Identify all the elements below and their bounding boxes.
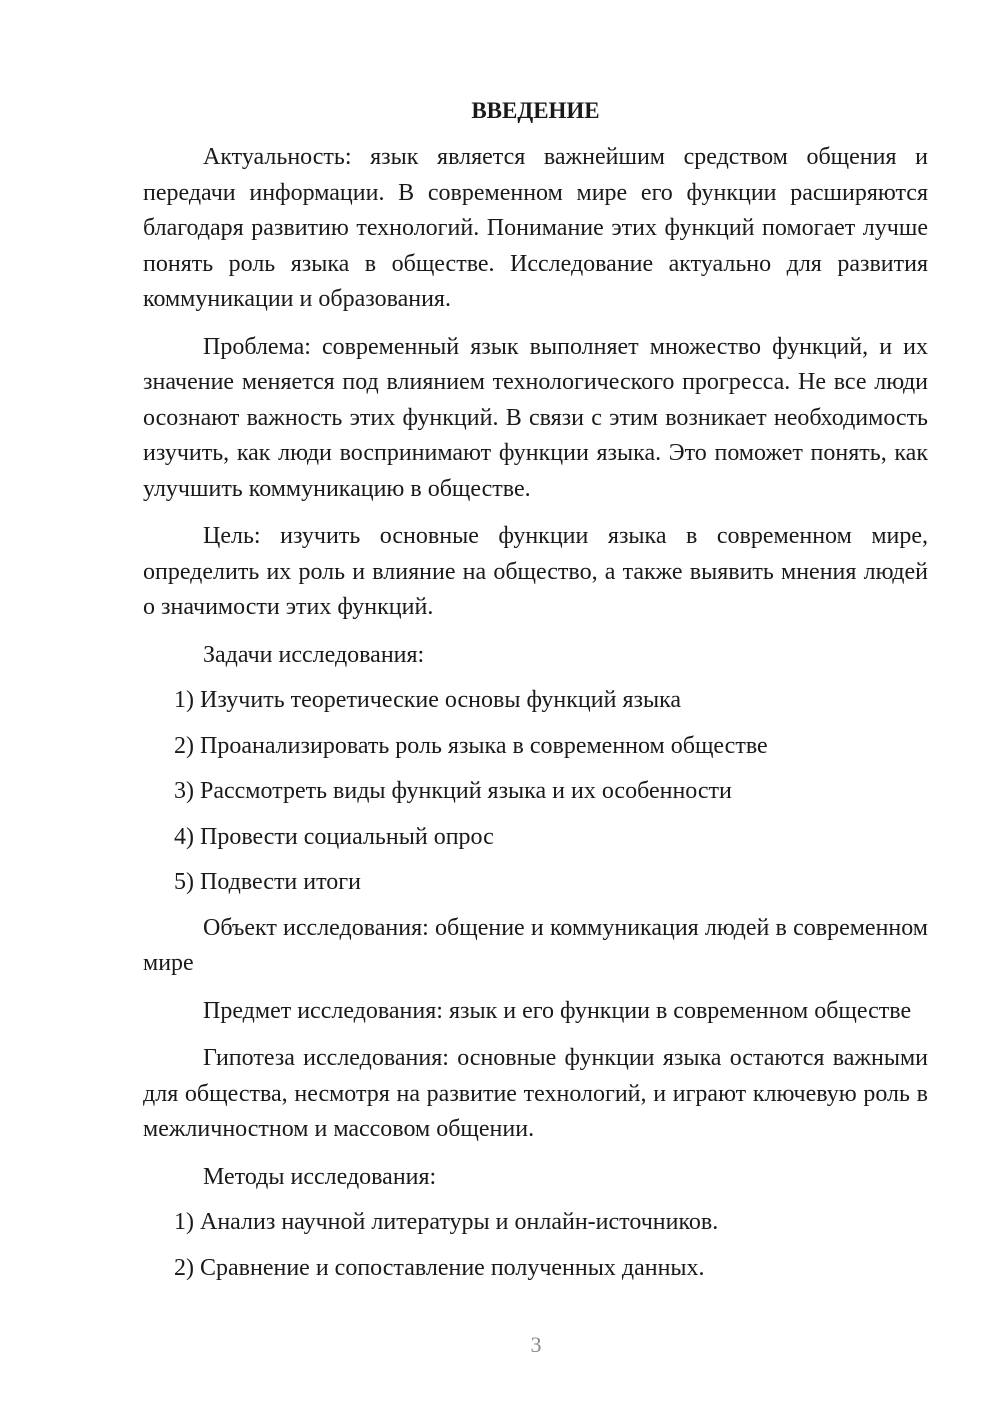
methods-list — [143, 1205, 928, 1286]
page-number: 3 — [530, 1332, 542, 1357]
list-item: 2) Сравнение и сопоставление полученных данных. — [174, 1254, 705, 1281]
page-content — [143, 94, 928, 1296]
list-item: 2) Проанализировать роль языка в современном обществе — [174, 732, 768, 759]
object-paragraph: Объект исследования: общение и коммуникация людей в современном мире — [143, 914, 928, 976]
list-item: 4) Провести социальный опрос — [174, 823, 494, 850]
problem-paragraph: Проблема: современный язык выполняет множество функций, и их значение меняется под влиянием технологического прогресса. Не все люди осознают важность этих функций. В связи с этим возникает необходимость изучить, как люди воспринимают функции языка. Это поможет понять, как улучшить коммуникацию в обществе. — [143, 333, 928, 502]
tasks-list — [143, 683, 928, 901]
section-title: ВВЕДЕНИЕ — [471, 98, 600, 123]
list-item: 3) Рассмотреть виды функций языка и их особенности — [174, 778, 732, 804]
list-item: 1) Изучить теоретические основы функций языка — [174, 687, 682, 713]
hypothesis-paragraph: Гипотеза исследования: основные функции языка остаются важными для общества, несмотря на развитие технологий, и играют ключевую роль в межличностном и массовом общении. — [143, 1045, 928, 1142]
tasks-label: Задачи исследования: — [203, 641, 425, 668]
list-item: 1) Анализ научной литературы и онлайн-источников. — [174, 1209, 719, 1235]
subject-paragraph: Предмет исследования: язык и его функции в современном обществе — [203, 997, 912, 1024]
methods-label: Методы исследования: — [203, 1163, 437, 1190]
list-item: 5) Подвести итоги — [174, 869, 361, 895]
goal-paragraph: Цель: изучить основные функции языка в современном мире, определить их роль и влияние на общество, а также выявить мнения людей о значимости этих функций. — [143, 523, 928, 620]
relevance-paragraph: Актуальность: язык является важнейшим средством общения и передачи информации. В современном мире его функции расширяются благодаря развитию технологий. Понимание этих функций помогает лучше понять роль языка в обществе. Исследование актуально для развития коммуникации и образования. — [143, 144, 928, 312]
